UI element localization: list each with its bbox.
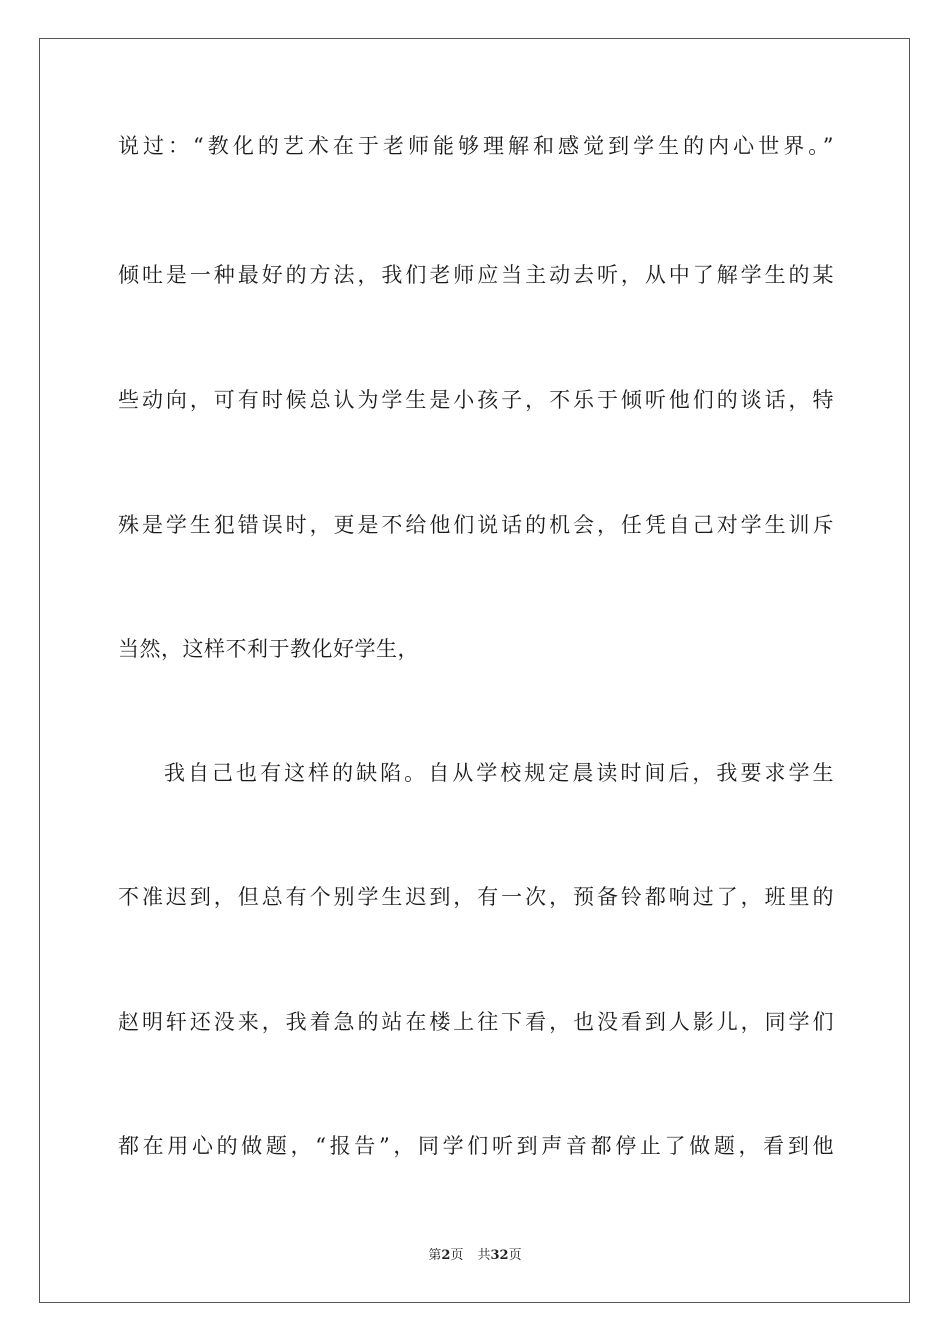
- page-suffix: 页: [450, 1248, 464, 1263]
- text-line-3: 些动向，可有时候总认为学生是小孩子，不乐于倾听他们的谈话，特: [118, 388, 834, 412]
- text-line-4: 殊是学生犯错误时，更是不给他们说话的机会，任凭自己对学生训斥: [118, 513, 834, 537]
- text-line-9: 都在用心的做题，“报告”，同学们听到声音都停止了做题，看到他: [118, 1134, 834, 1158]
- text-line-7: 不准迟到，但总有个别学生迟到，有一次，预备铃都响过了，班里的: [118, 885, 834, 909]
- text-line-2: 倾吐是一种最好的方法，我们老师应当主动去听，从中了解学生的某: [118, 263, 834, 287]
- page-prefix: 第: [428, 1248, 442, 1263]
- text-line-5: 当然，这样不利于教化好学生，: [118, 637, 419, 661]
- page-frame: [39, 38, 910, 1303]
- page-number: 2: [441, 1248, 451, 1263]
- total-suffix: 页: [508, 1248, 522, 1263]
- total-prefix: 共: [477, 1248, 491, 1263]
- text-line-8: 赵明轩还没来，我着急的站在楼上往下看，也没看到人影儿，同学们: [118, 1010, 834, 1034]
- page-footer: [0, 1247, 950, 1265]
- text-line-1: 说过：“教化的艺术在于老师能够理解和感觉到学生的内心世界。”: [118, 134, 834, 158]
- total-pages: 32: [490, 1248, 509, 1263]
- text-line-6: 我自己也有这样的缺陷。自从学校规定晨读时间后，我要求学生: [164, 761, 834, 785]
